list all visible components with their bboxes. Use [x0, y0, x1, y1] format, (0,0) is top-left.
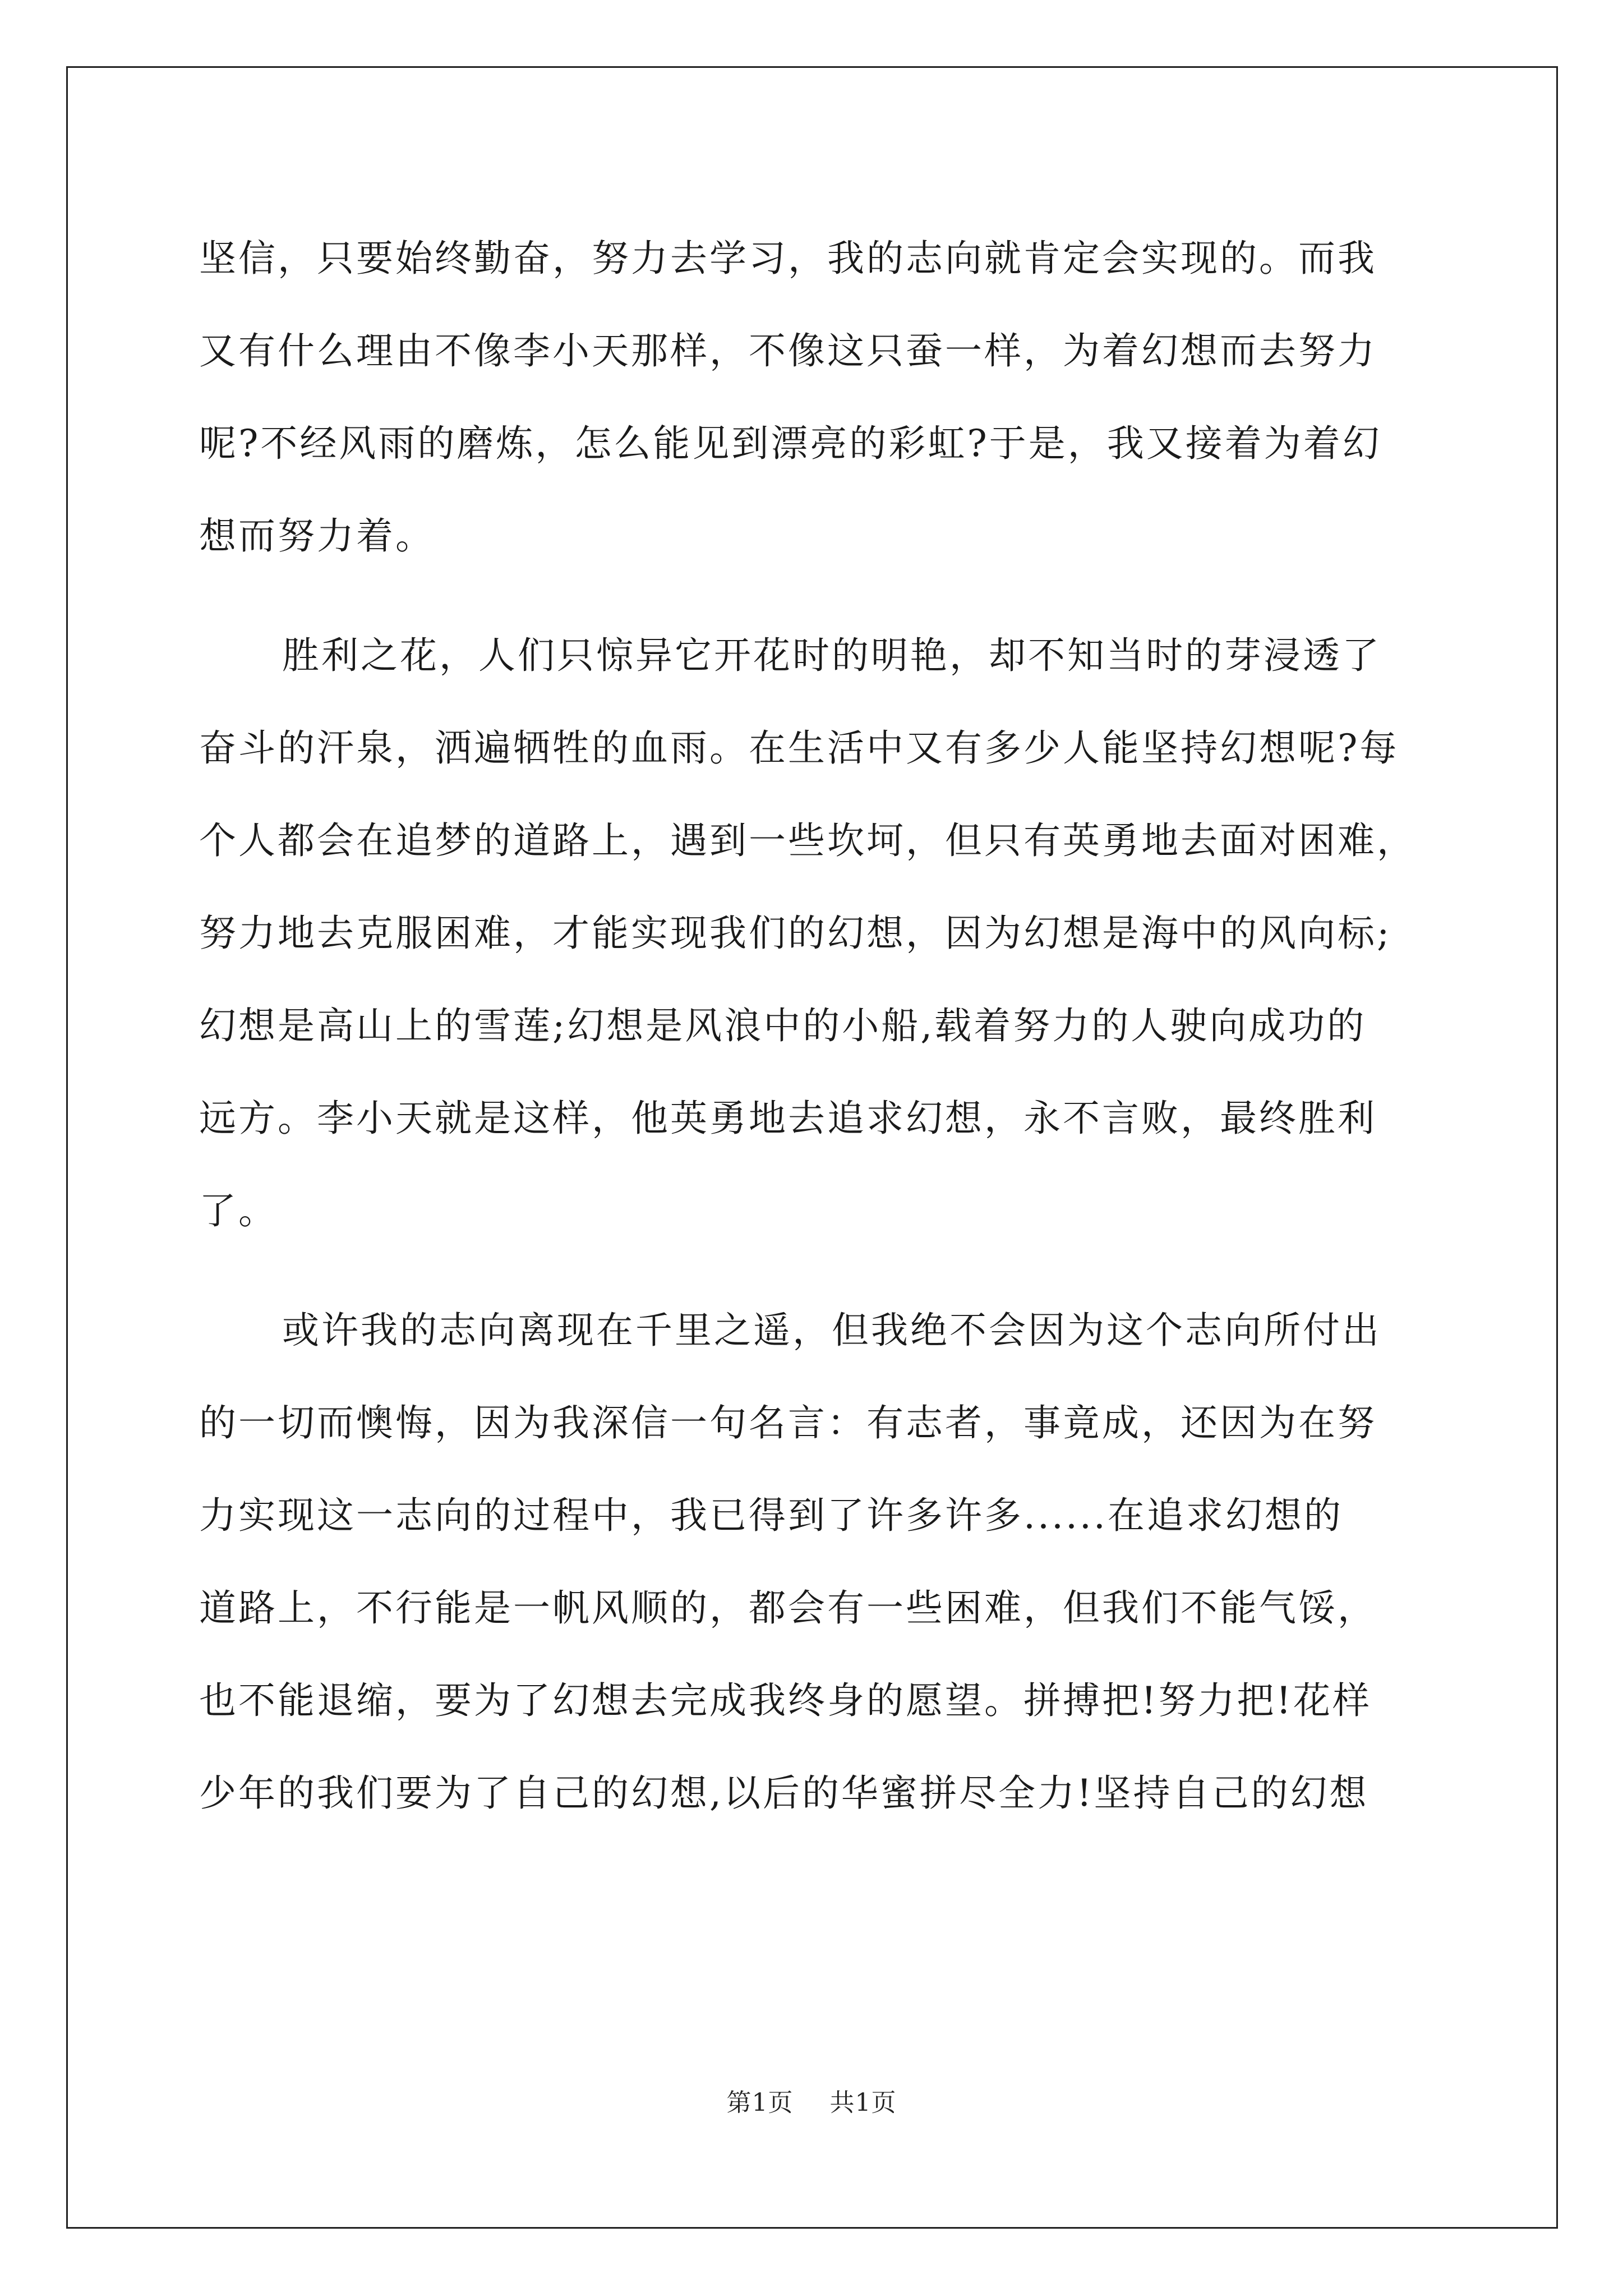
text-line: 呢?不经风雨的磨炼，怎么能见到漂亮的彩虹?于是，我又接着为着幻 — [199, 422, 1382, 465]
text-line: 个人都会在追梦的道路上，遇到一些坎坷，但只有英勇地去面对困难， — [199, 819, 1416, 862]
page-footer — [0, 2082, 1623, 2118]
text-line: 奋斗的汗泉，洒遍牺牲的血雨。在生活中又有多少人能坚持幻想呢?每 — [199, 726, 1399, 770]
paragraph-2 — [199, 609, 1438, 1257]
text-line: 了。 — [199, 1189, 278, 1232]
text-line: 也不能退缩，要为了幻想去完成我终身的愿望。拼搏把!努力把!花样 — [199, 1679, 1372, 1722]
text-line: 胜利之花，人们只惊异它开花时的明艳，却不知当时的芽浸透了 — [282, 634, 1381, 677]
text-line: 少年的我们要为了自己的幻想,以后的华蜜拼尽全力!坚持自己的幻想 — [199, 1772, 1369, 1815]
text-line: 的一切而懊悔，因为我深信一句名言：有志者，事竟成，还因为在努 — [199, 1401, 1377, 1444]
text-line: 幻想是高山上的雪莲;幻想是风浪中的小船,载着努力的人驶向成功的 — [199, 1004, 1367, 1047]
text-line: 力实现这一志向的过程中，我已得到了许多许多......在追求幻想的 — [199, 1494, 1343, 1537]
page-total: 共1页 — [829, 2088, 897, 2117]
paragraph-1 — [199, 212, 1438, 582]
document-body — [199, 212, 1438, 1866]
text-line: 坚信，只要始终勤奋，努力去学习，我的志向就肯定会实现的。而我 — [199, 237, 1377, 280]
text-line: 或许我的志向离现在千里之遥，但我绝不会因为这个志向所付出 — [282, 1309, 1381, 1352]
text-line: 又有什么理由不像李小天那样，不像这只蚕一样，为着幻想而去努力 — [199, 329, 1377, 372]
text-line: 远方。李小天就是这样，他英勇地去追求幻想，永不言败，最终胜利 — [199, 1097, 1377, 1140]
text-line: 想而努力着。 — [199, 514, 435, 558]
page-number: 第1页 — [726, 2088, 794, 2117]
paragraph-3 — [199, 1284, 1438, 1839]
text-line: 努力地去克服困难，才能实现我们的幻想，因为幻想是海中的风向标; — [199, 912, 1392, 955]
text-line: 道路上，不行能是一帆风顺的，都会有一些困难，但我们不能气馁， — [199, 1586, 1377, 1630]
